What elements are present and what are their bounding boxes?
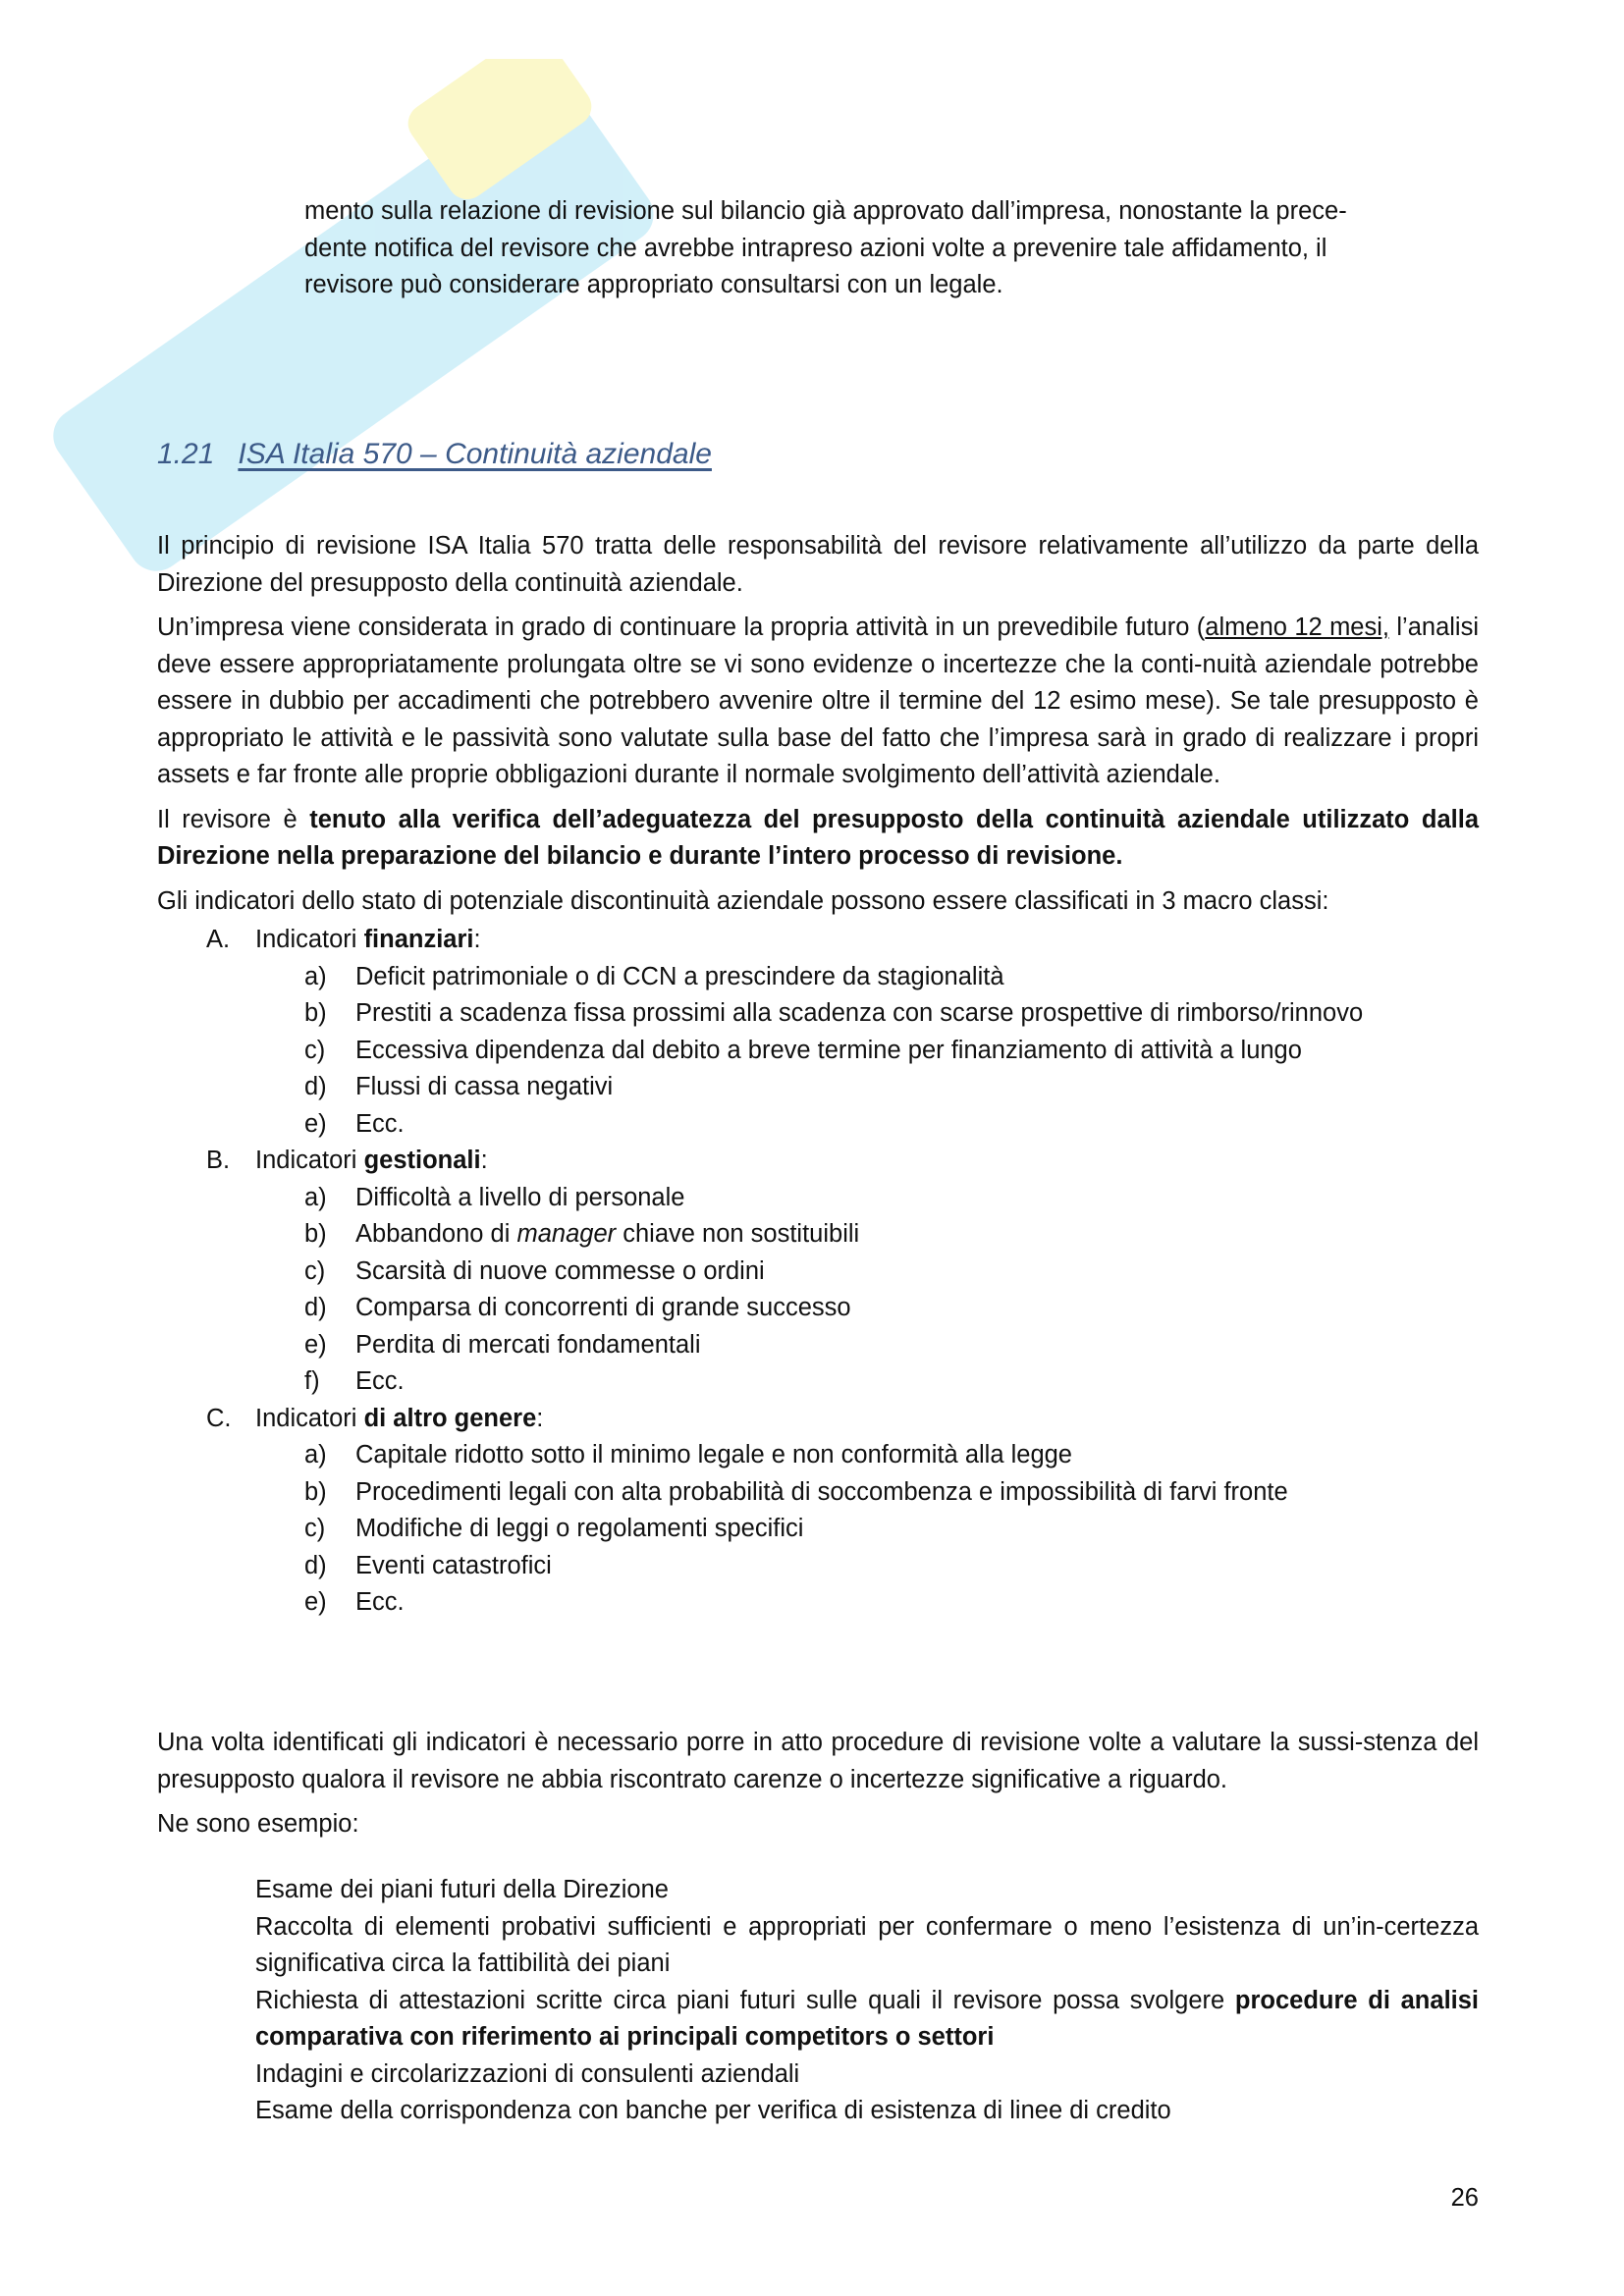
list-item: f) Ecc.: [304, 1367, 405, 1395]
list-item: e) Ecc.: [304, 1588, 405, 1616]
list-item: b) Prestiti a scadenza fissa prossimi alla scadenza con scarse prospettive di rimborso/rinnovo: [304, 999, 1364, 1027]
continuation-line-1: mento sulla relazione di revisione sul bilancio già approvato dall’impresa, nonostante la prece-: [304, 197, 1347, 225]
section-heading: [157, 435, 1041, 474]
example-item: Indagini e circolarizzazioni di consulenti aziendali: [255, 2059, 800, 2088]
paragraph-definition: Un’impresa viene considerata in grado di continuare la propria attività in un prevedibile futuro (almeno 12 mesi, l’analisi deve essere appropriatamente prolungata oltre se vi sono evidenze o incertezze che la conti-nuità aziendale potrebbe essere in dubbio per accadimenti che potrebbero avvenire oltre il termine del 12 esimo mese). Se tale presupposto è appropriato le attività e le passività sono valutate sulla base del fatto che l’impresa sarà in grado di realizzare i propri assets e far fronte alle proprie obbligazioni durante il normale svolgimento dell’attività aziendale.: [157, 614, 1480, 788]
indicator-group-financial: [157, 922, 1479, 1143]
list-item: B. Indicatori gestionali:: [206, 1147, 488, 1174]
section-title: ISA Italia 570 – Continuità aziendale: [238, 438, 712, 470]
list-item: b) Abbandono di manager chiave non sostituibili: [304, 1220, 860, 1248]
continuation-line-3: revisore può considerare appropriato consultarsi con un legale.: [304, 271, 1003, 298]
indicator-group-management: [157, 1143, 1479, 1401]
list-item: a) Difficoltà a livello di personale: [304, 1183, 685, 1211]
continuation-line-2: dente notifica del revisore che avrebbe intrapreso azioni volte a prevenire tale affidamento, il: [304, 234, 1327, 262]
section-number: 1.21: [157, 438, 215, 470]
twelve-months-underlined: almeno 12 mesi,: [1205, 614, 1389, 641]
list-item: e) Perdita di mercati fondamentali: [304, 1330, 701, 1359]
list-item: d) Eventi catastrofici: [304, 1551, 552, 1579]
example-item: Esame della corrispondenza con banche per verifica di esistenza di linee di credito: [255, 2097, 1171, 2124]
list-item: C. Indicatori di altro genere:: [206, 1404, 544, 1432]
paragraph-examples-intro: Ne sono esempio:: [157, 1810, 359, 1838]
list-item: a) Deficit patrimoniale o di CCN a prescindere da stagionalità: [304, 962, 1004, 990]
list-item: e) Ecc.: [304, 1109, 405, 1138]
list-item: a) Capitale ridotto sotto il minimo legale e non conformità alla legge: [304, 1441, 1072, 1468]
indicator-group-other: [157, 1401, 1479, 1622]
list-item: c) Scarsità di nuove commesse o ordini: [304, 1256, 765, 1285]
skuola-watermark: [20, 59, 727, 609]
example-item: Richiesta di attestazioni scritte circa piani futuri sulle quali il revisore possa svolgere procedure di analisi comparativa con riferimento ai principali competitors o settori: [255, 1986, 1480, 2051]
list-item: c) Eccessiva dipendenza dal debito a breve termine per finanziamento di attività a lungo: [304, 1036, 1302, 1064]
example-item: Raccolta di elementi probativi sufficienti e appropriati per confermare o meno l’esistenza di un’in-certezza significativa circa la fattibilità dei piani: [255, 1912, 1479, 1977]
list-item: A. Indicatori finanziari:: [206, 926, 481, 953]
list-item: d) Comparsa di concorrenti di grande successo: [304, 1294, 851, 1321]
paragraph-auditor-duty: Il revisore è tenuto alla verifica dell’adeguatezza del presupposto della continuità aziendale utilizzato dalla Direzione nella preparazione del bilancio e durante l’intero processo di revisione.: [157, 805, 1479, 870]
body-text: [157, 528, 1479, 1622]
examples-list: [255, 1872, 1479, 2130]
paragraph-intro: Il principio di revisione ISA Italia 570 tratta delle responsabilità del revisore relativamente all’utilizzo da parte della Direzione del presupposto della continuità aziendale.: [157, 532, 1479, 597]
list-item: c) Modifiche di leggi o regolamenti specifici: [304, 1515, 804, 1542]
example-item: Esame dei piani futuri della Direzione: [255, 1876, 669, 1903]
page-number: 26: [1450, 2184, 1479, 2212]
procedures-text: [157, 1725, 1479, 1843]
list-item: d) Flussi di cassa negativi: [304, 1073, 614, 1100]
list-item: b) Procedimenti legali con alta probabilità di soccombenza e impossibilità di farvi fronte: [304, 1477, 1288, 1506]
continuation-paragraph: [304, 193, 1479, 304]
paragraph-procedures: Una volta identificati gli indicatori è necessario porre in atto procedure di revisione volte a valutare la sussi-stenza del presupposto qualora il revisore ne abbia riscontrato carenze o incertezze significative a riguardo.: [157, 1729, 1479, 1793]
paragraph-indicators-intro: Gli indicatori dello stato di potenziale discontinuità aziendale possono essere classificati in 3 macro classi:: [157, 886, 1329, 915]
